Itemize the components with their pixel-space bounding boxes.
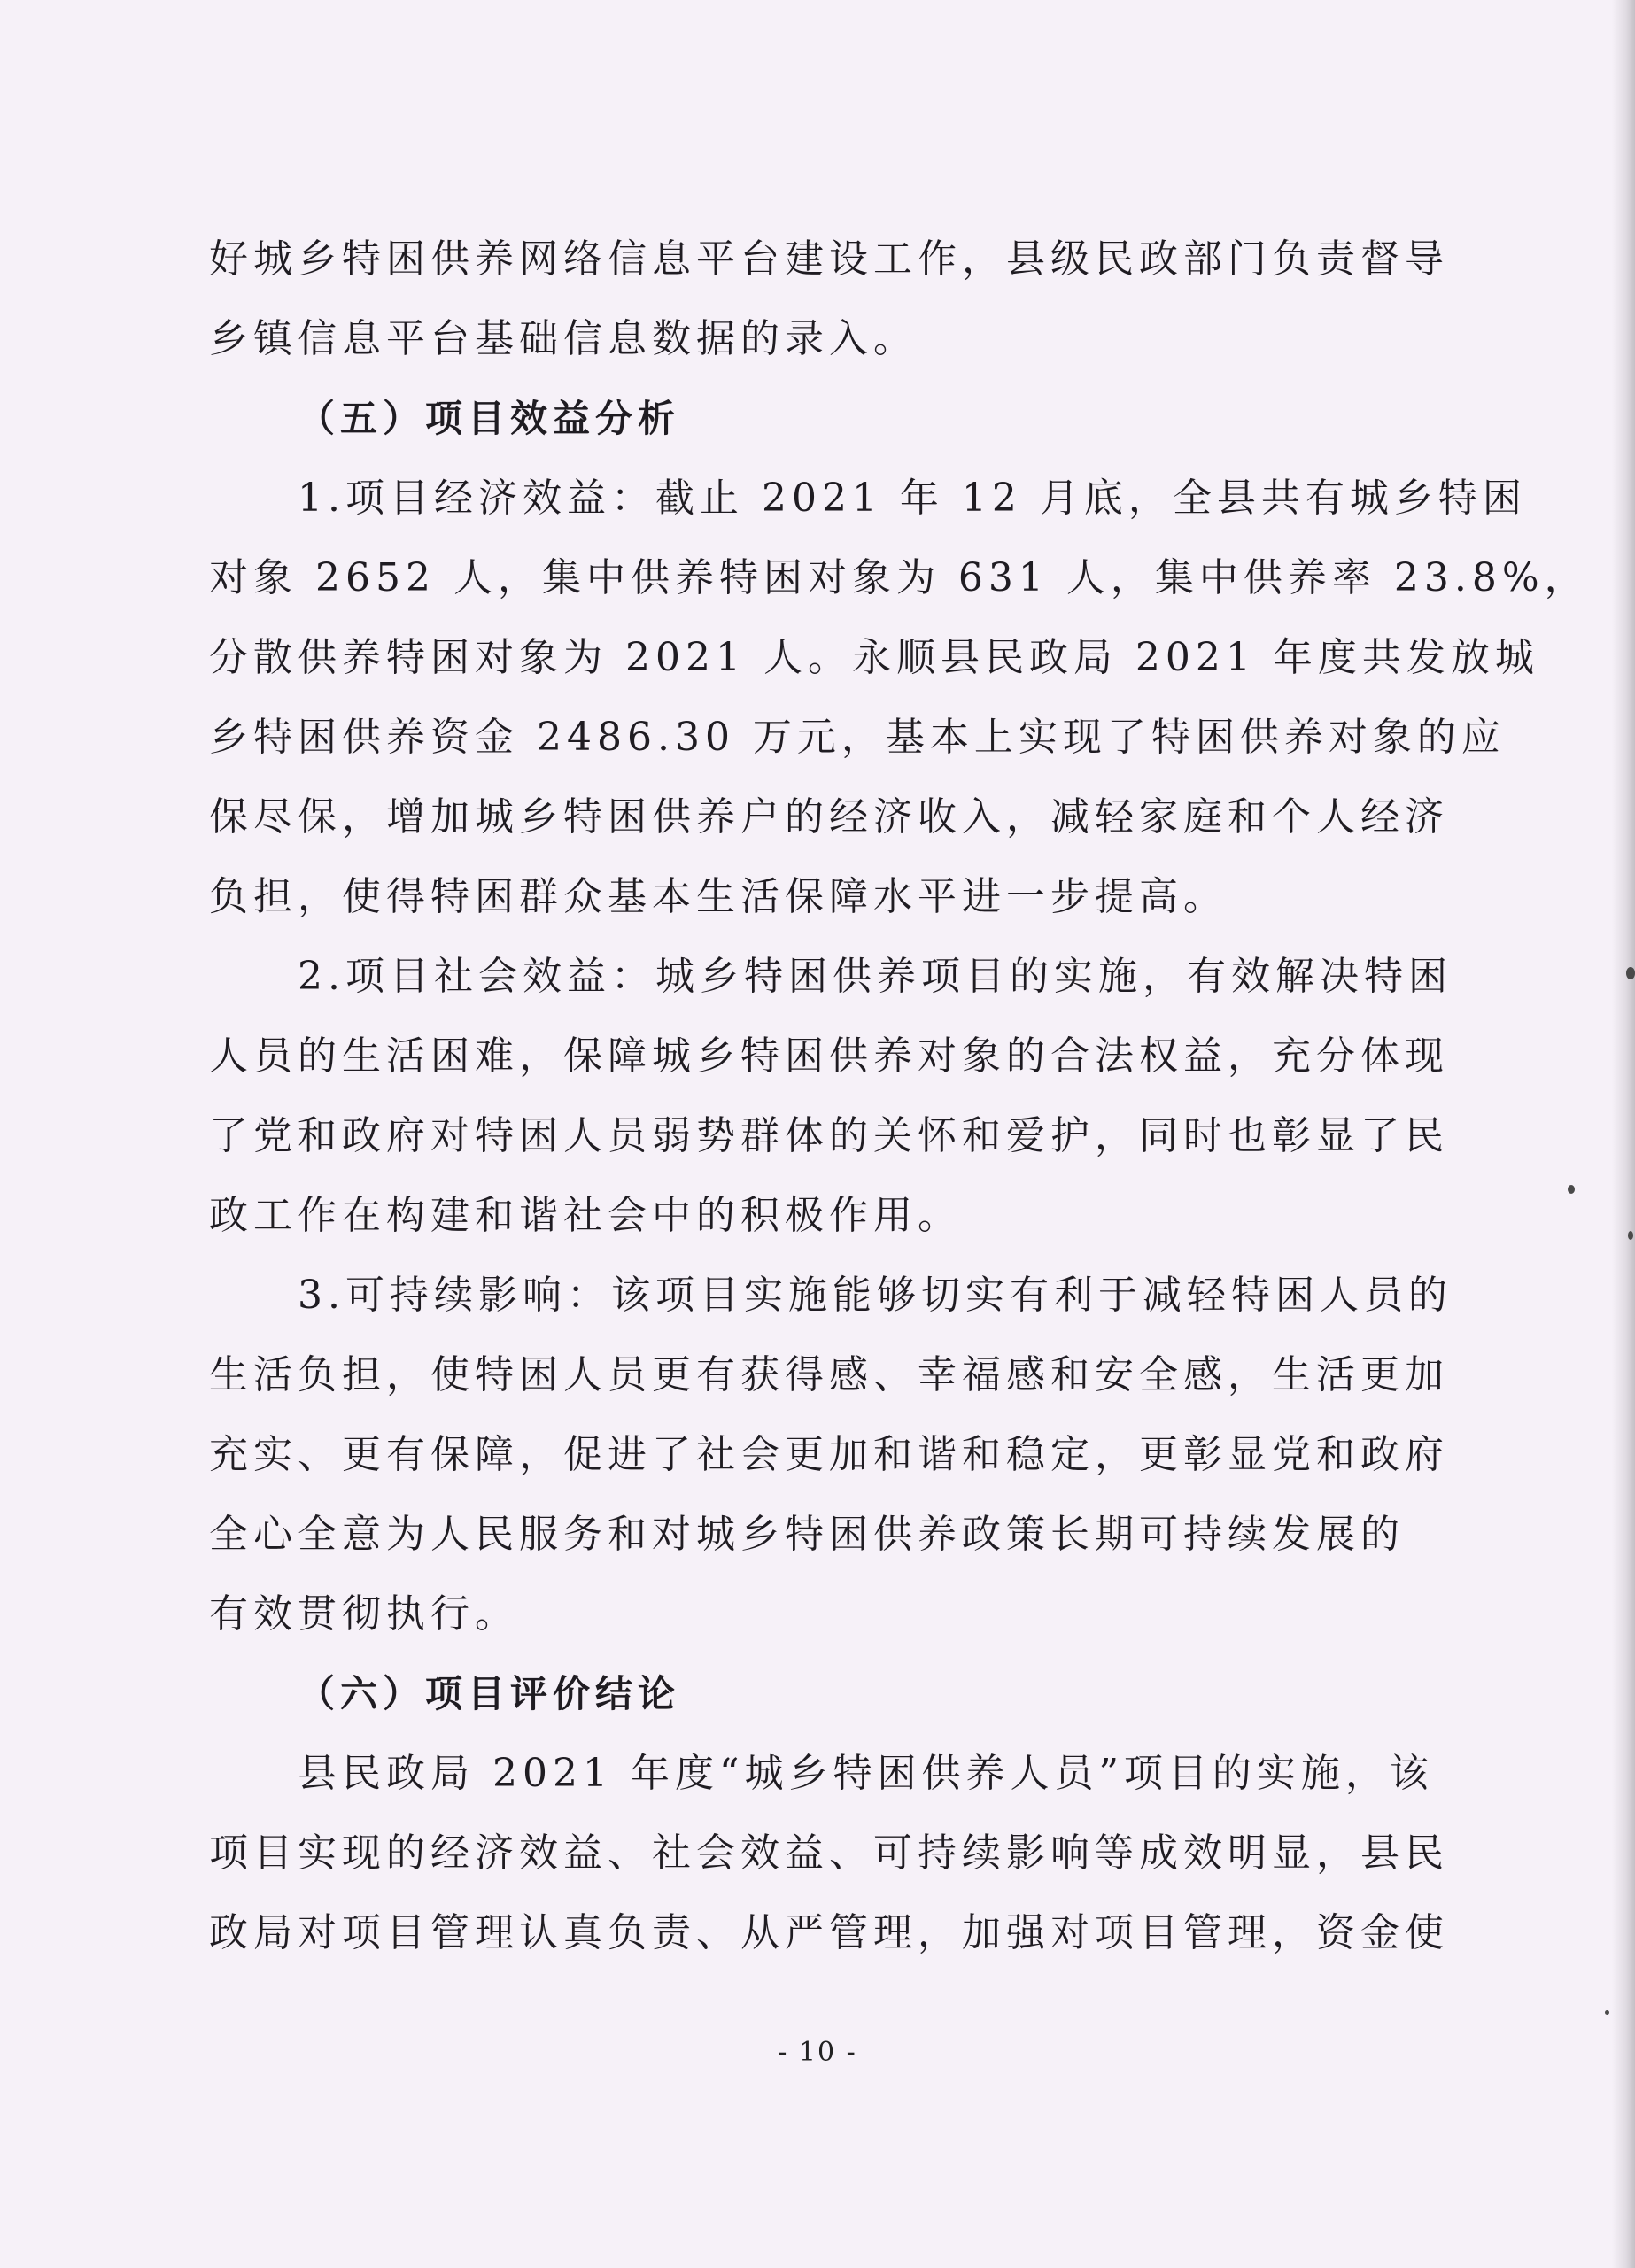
section-heading-6: （六）项目评价结论 [298,1672,681,1715]
text-line: 乡特困供养资金 2486.30 万元，基本上实现了特困供养对象的应 [209,715,1506,760]
section-heading-5: （五）项目效益分析 [298,397,681,440]
text-line: 了党和政府对特困人员弱势群体的关怀和爱护，同时也彰显了民 [209,1113,1449,1158]
text-line: 好城乡特困供养网络信息平台建设工作，县级民政部门负责督导 [209,236,1449,282]
text-line: 政工作在构建和谐社会中的积极作用。 [209,1193,962,1238]
text-line: 生活负担，使特困人员更有获得感、幸福感和安全感，生活更加 [209,1352,1449,1397]
scan-speck [1628,1231,1633,1240]
text-line: 乡镇信息平台基础信息数据的录入。 [209,316,918,361]
scan-speck [1605,2010,1609,2015]
text-line: 项目实现的经济效益、社会效益、可持续影响等成效明显，县民 [209,1831,1449,1876]
text-line: 全心全意为人民服务和对城乡特困供养政策长期可持续发展的 [209,1512,1405,1557]
text-line: 保尽保，增加城乡特困供养户的经济收入，减轻家庭和个人经济 [209,794,1449,840]
text-line: 充实、更有保障，促进了社会更加和谐和稳定，更彰显党和政府 [209,1432,1449,1477]
scan-speck [1626,967,1635,979]
page-number: - 10 - [778,2037,857,2068]
text-line: 分散供养特困对象为 2021 人。永顺县民政局 2021 年度共发放城 [209,635,1539,680]
text-line: 对象 2652 人，集中供养特困对象为 631 人，集中供养率 23.8%， [209,555,1589,600]
text-line: 人员的生活困难，保障城乡特困供养对象的合法权益，充分体现 [209,1033,1449,1079]
text-line: 1.项目经济效益：截止 2021 年 12 月底，全县共有城乡特困 [298,476,1527,521]
text-line: 有效贯彻执行。 [209,1591,519,1637]
text-line: 负担，使得特困群众基本生活保障水平进一步提高。 [209,874,1228,919]
text-line: 政局对项目管理认真负责、从严管理，加强对项目管理，资金使 [209,1910,1449,1955]
scan-speck [1568,1185,1575,1194]
text-line: 县民政局 2021 年度“城乡特困供养人员”项目的实施，该 [298,1751,1434,1796]
scan-edge-shadow [1612,0,1635,2268]
text-line: 3.可持续影响：该项目实施能够切实有利于减轻特困人员的 [298,1273,1453,1318]
text-line: 2.项目社会效益：城乡特困供养项目的实施，有效解决特困 [298,954,1453,999]
body-text [209,220,1589,1973]
